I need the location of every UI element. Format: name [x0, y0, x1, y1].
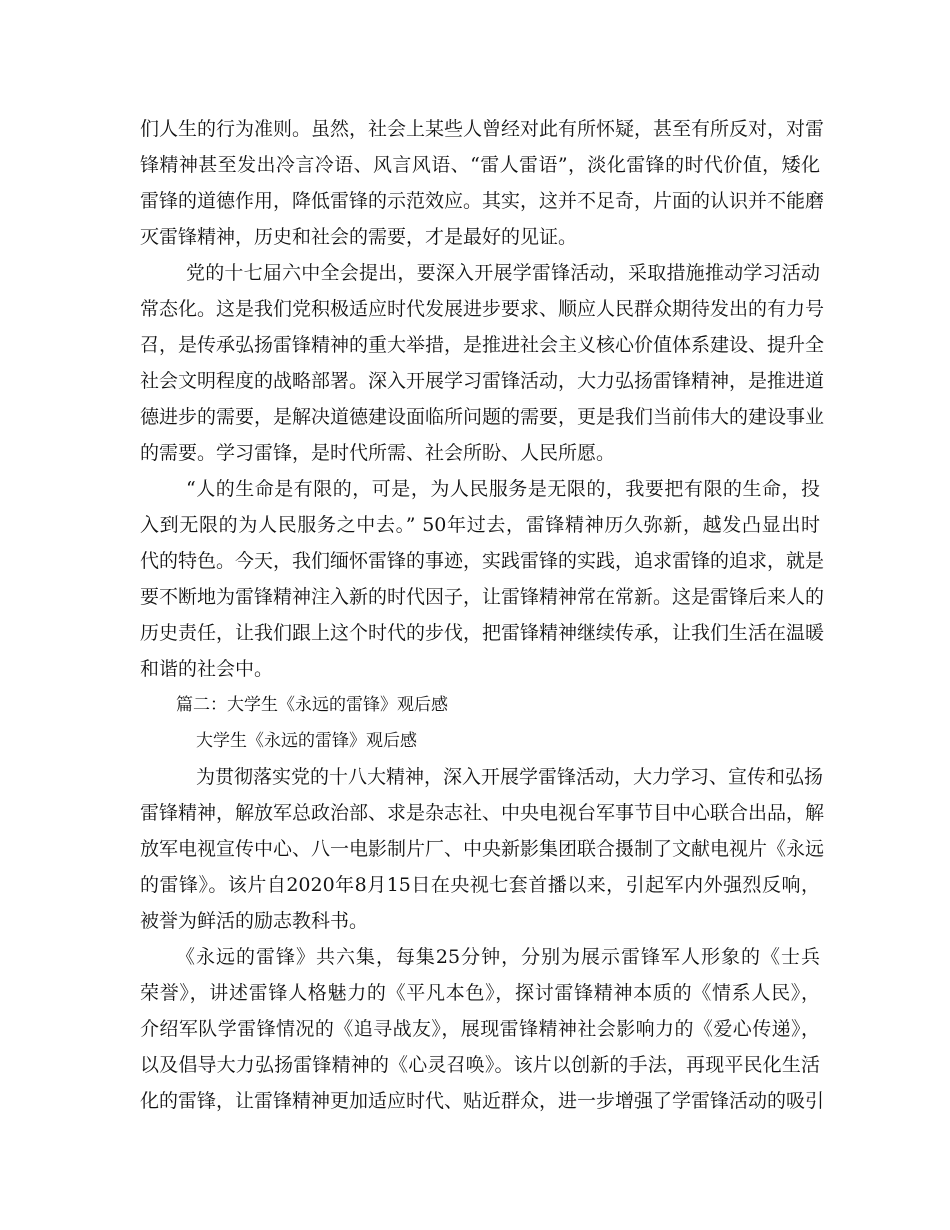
text-line: 放军电视宣传中心、八一电影制片厂、中央新影集团联合摄制了文献电视片《永远 [140, 838, 825, 860]
paragraph-first-line: 《永远的雷锋》共六集，每集25分钟，分别为展示雷锋军人形象的《士兵 [176, 946, 820, 968]
text-line: 以及倡导大力弘扬雷锋精神的《心灵召唤》。该片以创新的手法，再现平民化生活 [140, 1054, 820, 1076]
text-line: 德进步的需要，是解决道德建设面临所问题的需要，更是我们当前伟大的建设事业 [140, 406, 825, 428]
text-line: 历史责任，让我们跟上这个时代的步伐，把雷锋精神继续传承，让我们生活在温暖 [140, 622, 825, 644]
text-line: 的需要。学习雷锋，是时代所需、社会所盼、人民所愿。 [140, 442, 616, 464]
text-line: 常态化。这是我们党积极适应时代发展进步要求、顺应人民群众期待发出的有力号 [140, 298, 825, 320]
text-line: 代的特色。今天，我们缅怀雷锋的事迹，实践雷锋的实践，追求雷锋的追求，就是 [140, 550, 825, 572]
text-line: 介绍军队学雷锋情况的《追寻战友》，展现雷锋精神社会影响力的《爱心传递》， [140, 1018, 820, 1040]
text-line: 锋精神甚至发出冷言冷语、风言风语、“雷人雷语”，淡化雷锋的时代价值，矮化 [140, 154, 820, 176]
paragraph-first-line: 党的十七届六中全会提出，要深入开展学雷锋活动，采取措施推动学习活动 [186, 262, 820, 284]
text-line: 雷锋的道德作用，降低雷锋的示范效应。其实，这并不足奇，片面的认识并不能磨 [140, 190, 825, 212]
text-line: 化的雷锋，让雷锋精神更加适应时代、贴近群众，进一步增强了学雷锋活动的吸引 [140, 1090, 825, 1112]
text-line: 要不断地为雷锋精神注入新的时代因子，让雷锋精神常在常新。这是雷锋后来人的 [140, 586, 825, 608]
text-line: 和谐的社会中。 [140, 658, 274, 680]
article-title: 大学生《永远的雷锋》观后感 [196, 731, 417, 751]
section-heading: 篇二：大学生《永远的雷锋》观后感 [176, 695, 448, 715]
text-line: 的雷锋》。该片自2020年8月15日在央视七套首播以来，引起军内外强烈反响， [140, 874, 820, 896]
text-line: 灭雷锋精神，历史和社会的需要，才是最好的见证。 [140, 226, 578, 248]
text-line: 们人生的行为准则。虽然，社会上某些人曾经对此有所怀疑，甚至有所反对，对雷 [140, 118, 825, 140]
text-line: 荣誉》，讲述雷锋人格魅力的《平凡本色》，探讨雷锋精神本质的《情系人民》， [140, 982, 820, 1004]
paragraph-first-line: “人的生命是有限的，可是，为人民服务是无限的，我要把有限的生命，投 [186, 478, 820, 500]
text-line: 入到无限的为人民服务之中去。” 50年过去，雷锋精神历久弥新，越发凸显出时 [140, 514, 820, 536]
paragraph-first-line: 为贯彻落实党的十八大精神，深入开展学雷锋活动，大力学习、宣传和弘扬 [196, 766, 824, 788]
text-line: 召，是传承弘扬雷锋精神的重大举措，是推进社会主义核心价值体系建设、提升全 [140, 334, 825, 356]
text-line: 社会文明程度的战略部署。深入开展学习雷锋活动，大力弘扬雷锋精神，是推进道 [140, 370, 825, 392]
text-line: 雷锋精神，解放军总政治部、求是杂志社、中央电视台军事节目中心联合出品，解 [140, 802, 825, 824]
text-line: 被誉为鲜活的励志教科书。 [140, 910, 369, 932]
